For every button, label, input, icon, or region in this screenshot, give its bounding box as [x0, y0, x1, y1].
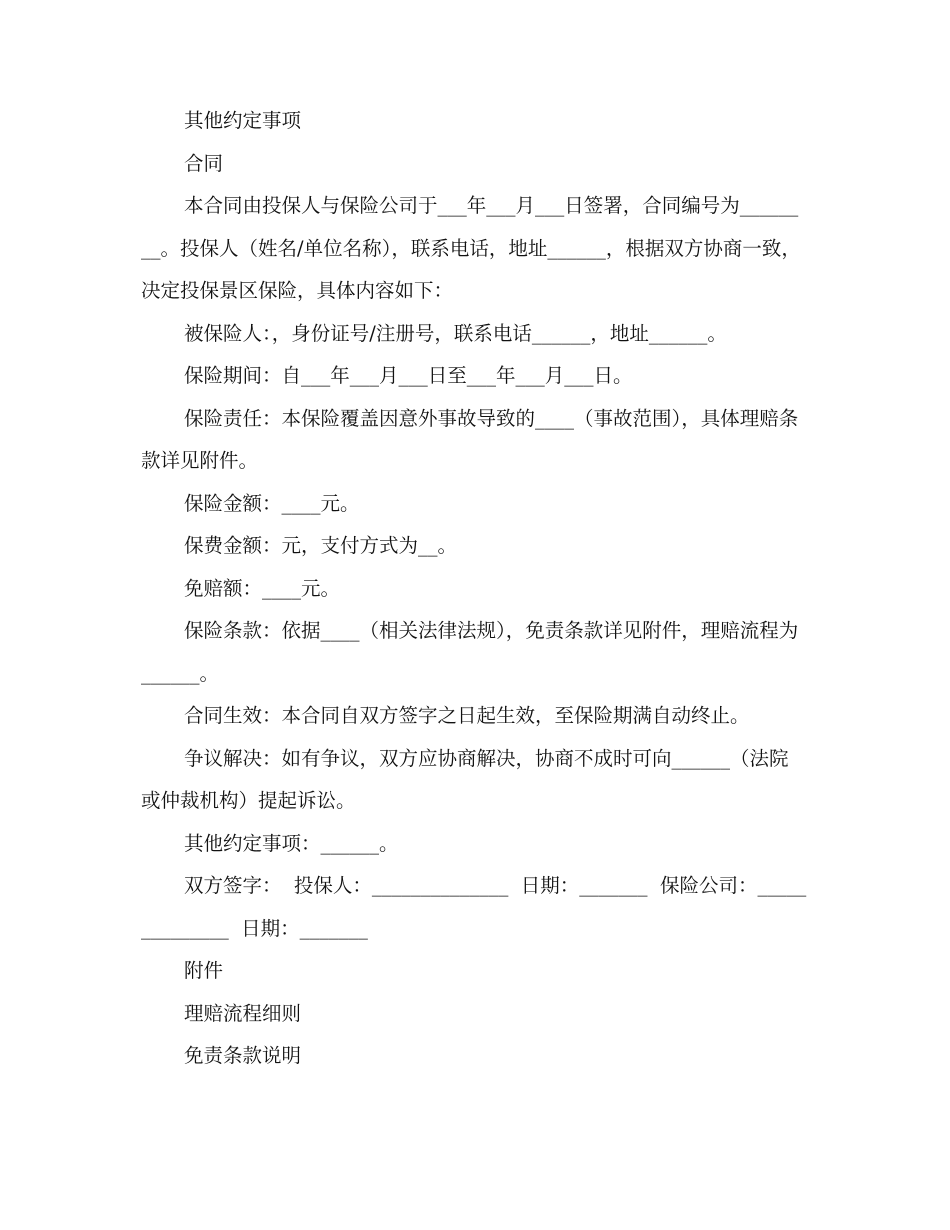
dispute-resolution-paragraph: 争议解决：如有争议，双方应协商解决，协商不成时可向______（法院或仲裁机构）提起诉讼。 — [141, 746, 789, 812]
deductible-paragraph: 免赔额：____元。 — [184, 576, 341, 600]
attachment-heading: 附件 — [184, 959, 224, 982]
contract-effective-paragraph: 合同生效：本合同自双方签字之日起生效，至保险期满自动终止。 — [184, 704, 750, 727]
premium-amount-paragraph: 保费金额：元，支付方式为__。 — [184, 534, 458, 557]
insurance-liability-paragraph: 保险责任：本保险覆盖因意外事故导致的____（事故范围），具体理赔条款详见附件。 — [141, 406, 799, 472]
section-heading-contract: 合同 — [184, 151, 224, 175]
insured-party-paragraph: 被保险人：，身份证号/注册号，联系电话______，地址______。 — [184, 321, 727, 345]
signatures-paragraph: 双方签字： 投保人：______________ 日期：_______ 保险公司：______________ 日期：_______ — [141, 874, 807, 940]
insurance-terms-paragraph: 保险条款：依据____（相关法律法规），免责条款详见附件，理赔流程为______。 — [141, 619, 799, 685]
insured-amount-paragraph: 保险金额：____元。 — [184, 491, 360, 515]
insurance-period-paragraph: 保险期间：自___年___月___日至___年___月___日。 — [184, 364, 633, 387]
claims-process-item: 理赔流程细则 — [184, 1001, 302, 1025]
contract-intro-paragraph: 本合同由投保人与保险公司于___年___月___日签署，合同编号为________。投保人（姓名/单位名称），联系电话，地址______，根据双方协商一致，决定投保景区保险，具体内容如下： — [141, 194, 801, 302]
other-matters-paragraph: 其他约定事项：______。 — [184, 831, 399, 855]
section-heading-other-matters: 其他约定事项 — [184, 109, 302, 132]
document-body — [141, 100, 807, 1078]
exemption-clause-item: 免责条款说明 — [184, 1044, 302, 1067]
